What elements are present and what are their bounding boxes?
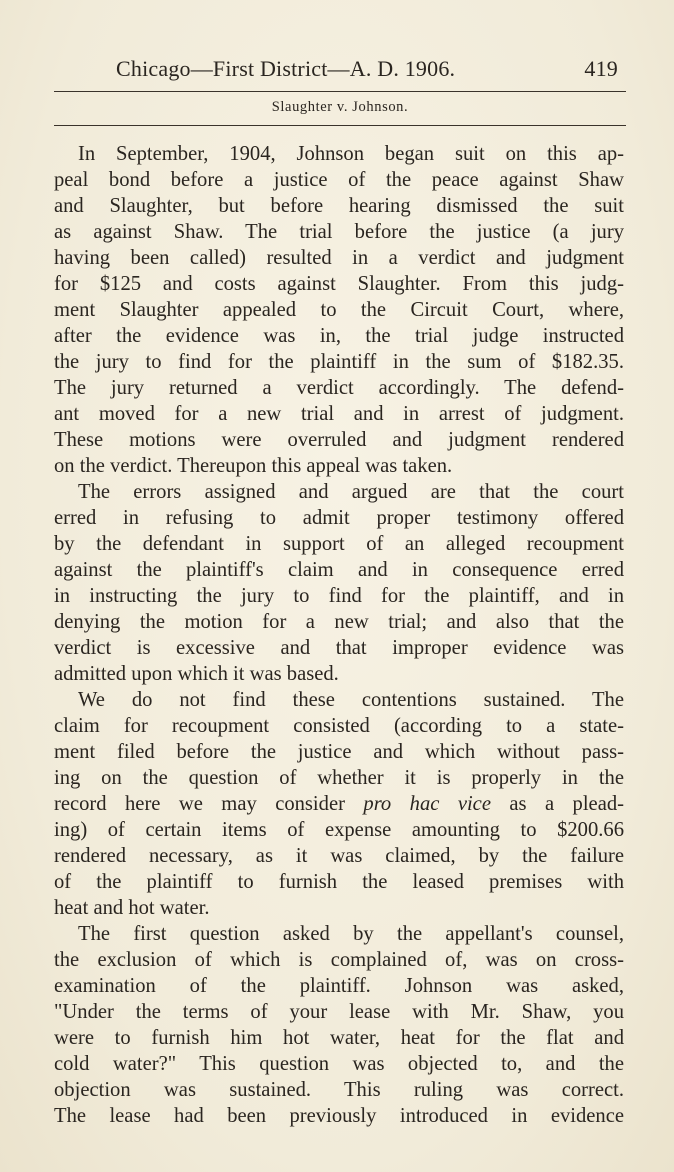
text-run: as a plead- <box>490 793 624 815</box>
text-line: ment filed before the justice and which without pass- <box>54 741 624 763</box>
text-line: as against Shaw. The trial before the justice (a jury <box>54 221 624 243</box>
text-line: ant moved for a new trial and in arrest of judgment. <box>54 403 624 425</box>
text-line: denying the motion for a new trial; and also that the <box>54 611 624 633</box>
text-line: of the plaintiff to furnish the leased premises with <box>54 871 624 893</box>
text-line: ing) of certain items of expense amounting to $200.66 <box>54 819 624 841</box>
text-line: and Slaughter, but before hearing dismissed the suit <box>54 195 624 217</box>
text-line: objection was sustained. This ruling was correct. <box>54 1079 624 1101</box>
text-line: for $125 and costs against Slaughter. From this judg- <box>54 273 624 295</box>
text-line: verdict is excessive and that improper evidence was <box>54 637 624 659</box>
text-line: "Under the terms of your lease with Mr. Shaw, you <box>54 1001 624 1023</box>
text-line: heat and hot water. <box>54 897 210 919</box>
text-line: on the verdict. Thereupon this appeal was taken. <box>54 455 453 477</box>
running-header <box>54 56 624 86</box>
text-line: ment Slaughter appealed to the Circuit Court, where, <box>54 299 624 321</box>
running-title: Chicago—First District—A. D. 1906. <box>116 56 456 81</box>
text-line: rendered necessary, as it was claimed, by the failure <box>54 845 624 867</box>
text-line: the jury to find for the plaintiff in the sum of $182.35. <box>54 351 624 373</box>
text-line: peal bond before a justice of the peace against Shaw <box>54 169 624 191</box>
text-line: In September, 1904, Johnson began suit on this ap- <box>78 143 624 165</box>
case-title: Slaughter v. Johnson. <box>271 99 409 115</box>
text-line: The errors assigned and argued are that the court <box>78 481 624 503</box>
text-line: The first question asked by the appellant's counsel, <box>78 923 624 945</box>
text-line: We do not find these contentions sustained. The <box>78 689 624 711</box>
text-line: claim for recoupment consisted (according to a state- <box>54 715 624 737</box>
text-line: examination of the plaintiff. Johnson was asked, <box>54 975 624 997</box>
text-line <box>54 791 624 817</box>
text-line: The lease had been previously introduced in evidence <box>54 1105 624 1127</box>
italic-phrase: pro hac vice <box>363 793 491 815</box>
header-rule-bottom <box>54 125 626 126</box>
text-line: ing on the question of whether it is properly in the <box>54 767 624 789</box>
text-line: against the plaintiff's claim and in consequence erred <box>54 559 624 581</box>
text-line: were to furnish him hot water, heat for the flat and <box>54 1027 624 1049</box>
text-line: These motions were overruled and judgment rendered <box>54 429 624 451</box>
body-text <box>54 141 624 1129</box>
text-line: after the evidence was in, the trial judge instructed <box>54 325 624 347</box>
text-line: in instructing the jury to find for the plaintiff, and in <box>54 585 624 607</box>
text-line: by the defendant in support of an alleged recoupment <box>54 533 624 555</box>
text-line: cold water?" This question was objected to, and the <box>54 1053 624 1075</box>
page-number: 419 <box>584 56 618 81</box>
text-line: having been called) resulted in a verdict and judgment <box>54 247 624 269</box>
text-line: The jury returned a verdict accordingly. The defend- <box>54 377 624 399</box>
text-line: erred in refusing to admit proper testimony offered <box>54 507 624 529</box>
text-run: record here we may consider <box>54 793 364 815</box>
text-line: admitted upon which it was based. <box>54 663 339 685</box>
header-rule-top <box>54 91 626 92</box>
text-line: the exclusion of which is complained of, was on cross- <box>54 949 624 971</box>
